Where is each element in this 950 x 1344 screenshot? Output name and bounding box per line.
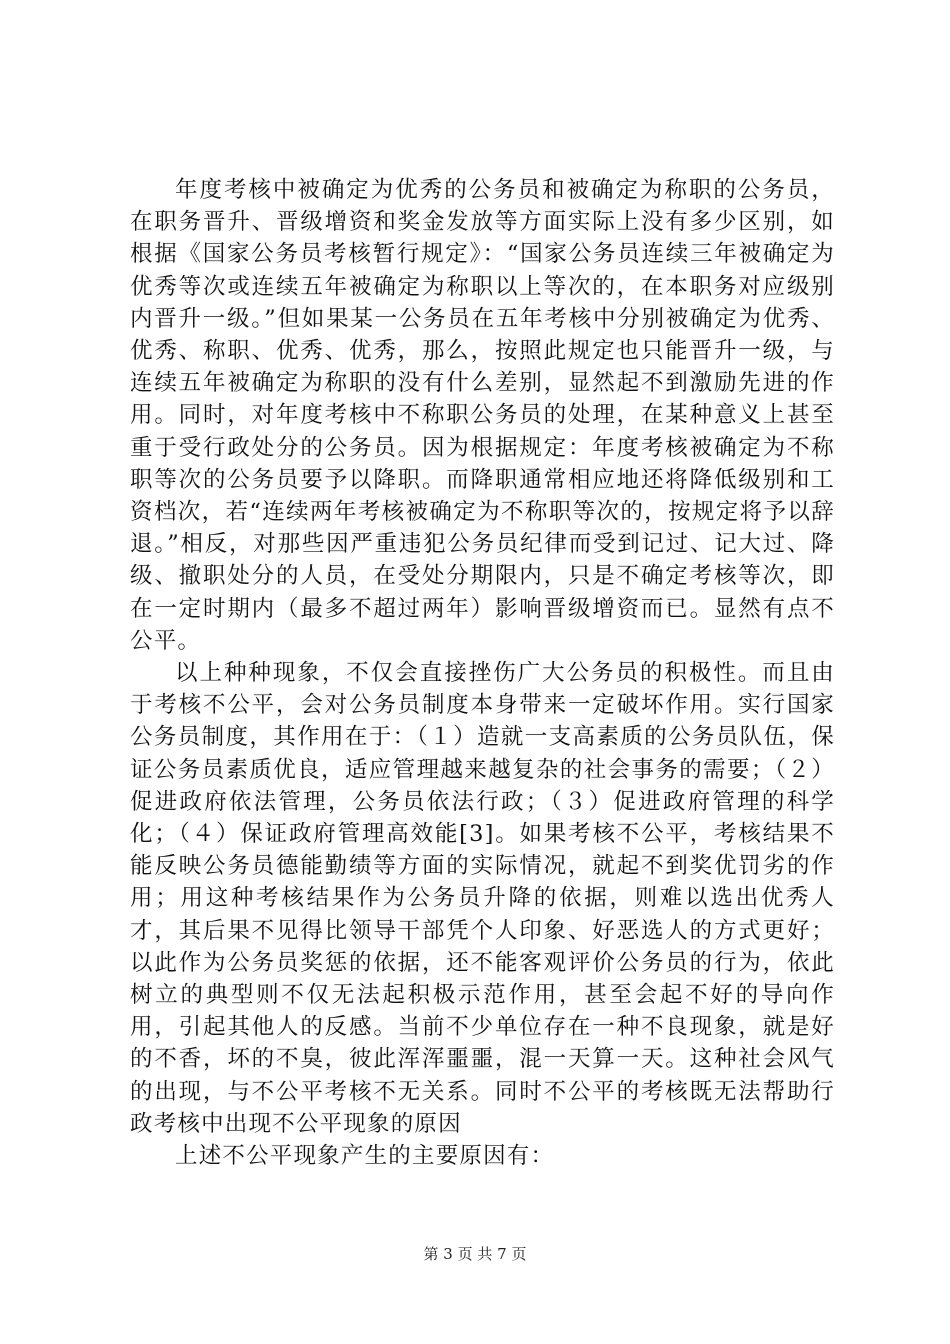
paragraph-3: 上述不公平现象产生的主要原因有： [175, 1143, 555, 1170]
document-body [130, 174, 835, 1172]
page-footer: 第 3 页 共 7 页 [423, 1245, 527, 1263]
paragraph-2: 以上种种现象，不仅会直接挫伤广大公务员的积极性。而且由于考核不公平，会对公务员制度本身带来一定破坏作用。实行国家公务员制度，其作用在于：（１）造就一支高素质的公务员队伍，保证公务员素质优良，适应管理越来越复杂的社会事务的需要；（２）促进政府依法管理，公务员依法行政；（３）促进政府管理的科学化；（４）保证政府管理高效能[3]。如果考核不公平，考核结果不能反映公务员德能勤绩等方面的实际情况，就起不到奖优罚劣的作用；用这种考核结果作为公务员升降的依据，则难以选出优秀人才，其后果不见得比领导干部凭个人印象、好恶选人的方式更好；以此作为公务员奖惩的依据，还不能客观评价公务员的行为，依此树立的典型则不仅无法起积极示范作用，甚至会起不好的导向作用，引起其他人的反感。当前不少单位存在一种不良现象，就是好的不香，坏的不臭，彼此浑浑噩噩，混一天算一天。这种社会风气的出现，与不公平考核不无关系。同时不公平的考核既无法帮助行政考核中出现不公平现象的原因 [130, 660, 835, 1137]
paragraph-1: 年度考核中被确定为优秀的公务员和被确定为称职的公务员，在职务晋升、晋级增资和奖金发放等方面实际上没有多少区别，如根据《国家公务员考核暂行规定》：“国家公务员连续三年被确定为优秀等次或连续五年被确定为称职以上等次的，在本职务对应级别内晋升一级。”但如果某一公务员在五年考核中分别被确定为优秀、优秀、称职、优秀、优秀，那么，按照此规定也只能晋升一级，与连续五年被确定为称职的没有什么差别，显然起不到激励先进的作用。同时，对年度考核中不称职公务员的处理，在某种意义上甚至重于受行政处分的公务员。因为根据规定：年度考核被确定为不称职等次的公务员要予以降职。而降职通常相应地还将降低级别和工资档次，若“连续两年考核被确定为不称职等次的，按规定将予以辞退。”相反，对那些因严重违犯公务员纪律而受到记过、记大过、降级、撤职处分的人员，在受处分期限内，只是不确定考核等次，即在一定时期内（最多不超过两年）影响晋级增资而已。显然有点不公平。 [130, 177, 835, 654]
